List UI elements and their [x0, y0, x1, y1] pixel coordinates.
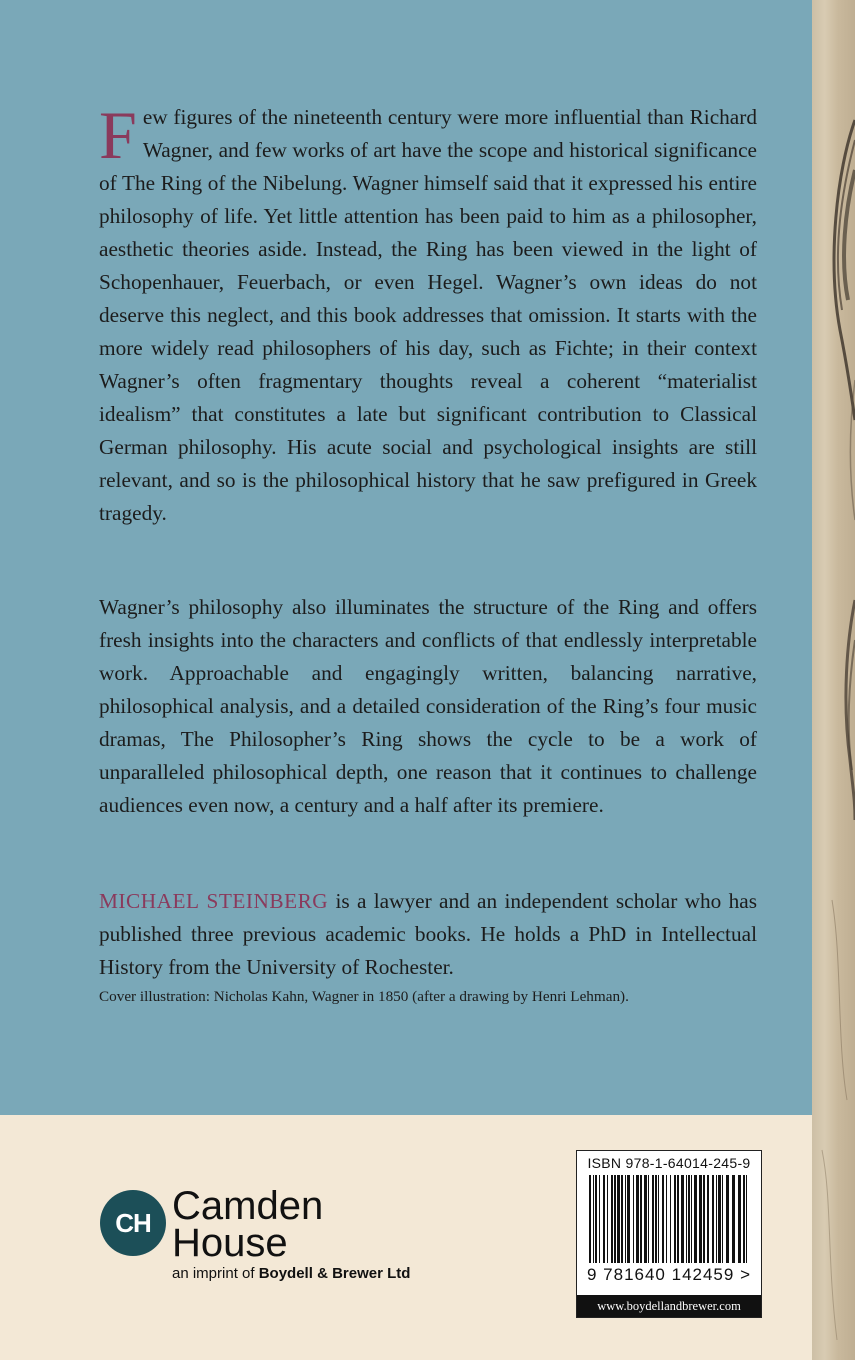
- logo-initials: CH: [115, 1207, 151, 1238]
- imprint-prefix: an imprint of: [172, 1265, 259, 1282]
- publisher-name-line-2: House: [172, 1221, 288, 1265]
- author-bio: [99, 885, 757, 984]
- blurb-paragraph-1-text: ew figures of the nineteenth century were more influential than Richard Wagner, and few works of art have the scope and historical significance of The Ring of the Nibelung. Wagner himself said that it expressed his entire philosophy of life. Yet little attention has been paid to him as a philosopher, aesthetic theories aside. Instead, the Ring has been viewed in the light of Schopenhauer, Feuerbach, or even Hegel. Wagner’s own ideas do not deserve this neglect, and this book addresses that omission. It starts with the more widely read philosophers of his day, such as Fichte; in their context Wagner’s often fragmentary thoughts reveal a coherent “materialist idealism” that constitutes a late but significant contribution to Classical German philosophy. His acute social and psychological insights are still relevant, and so is the philosophical history that he saw prefigured in Greek tragedy.: [99, 105, 757, 525]
- drop-cap: F: [99, 97, 137, 173]
- imprint-company: Boydell & Brewer Ltd: [258, 1265, 411, 1282]
- publisher-name-line-1: Camden: [172, 1184, 324, 1228]
- author-bio-text: is a lawyer and an independent scholar who has published three previous academic books. He holds a PhD in Intellectual History from the University of Rochester.: [99, 889, 758, 979]
- blurb-paragraph-1: [99, 97, 757, 530]
- portrait-sketch-strokes: [812, 0, 855, 1360]
- imprint-line: [172, 1265, 410, 1282]
- publisher-url: www.boydellandbrewer.com: [577, 1295, 761, 1317]
- barcode-box: [576, 1150, 762, 1318]
- barcode-digits: 9 781640 142459 >: [586, 1265, 751, 1284]
- isbn-label: ISBN 978-1-64014-245-9: [587, 1155, 751, 1171]
- barcode-icon: [585, 1175, 753, 1265]
- camden-house-logo-icon: [100, 1190, 166, 1256]
- cover-credit: Cover illustration: Nicholas Kahn, Wagner in 1850 (after a drawing by Henri Lehman).: [99, 988, 629, 1005]
- author-name: MICHAEL STEINBERG: [99, 889, 329, 913]
- cover-illustration-edge: [812, 0, 855, 1360]
- blurb-paragraph-2: Wagner’s philosophy also illuminates the structure of the Ring and offers fresh insights into the characters and conflicts of that endlessly interpretable work. Approachable and engagingly written, balancing narrative, philosophical analysis, and a detailed consideration of the Ring’s four music dramas, The Philosopher’s Ring shows the cycle to be a work of unparalleled philosophical depth, one reason that it continues to challenge audiences even now, a century and a half after its premiere.: [99, 595, 757, 817]
